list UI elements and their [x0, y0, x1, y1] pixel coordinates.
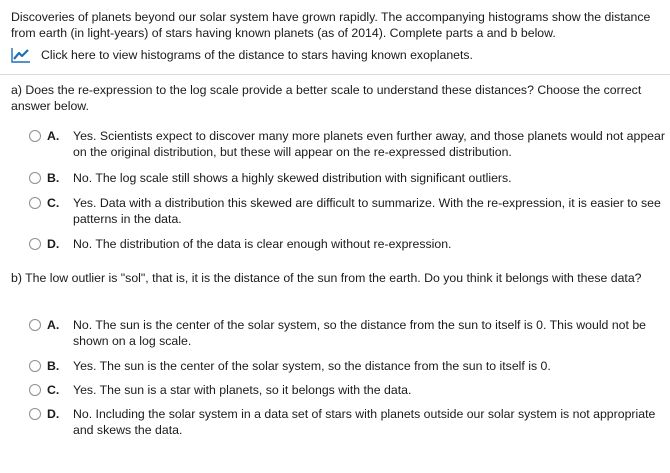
option-a-c[interactable]: C. Yes. Data with a distribution this skewed are difficult to summarize. With the re-expression, it is easier to see patterns in the data.	[29, 195, 669, 227]
radio-button[interactable]	[29, 130, 41, 142]
histogram-link[interactable]	[11, 47, 473, 63]
option-a-b[interactable]: B. No. The log scale still shows a highly skewed distribution with significant outliers.	[29, 170, 669, 186]
radio-button[interactable]	[29, 238, 41, 250]
question-a: a) Does the re-expression to the log scale provide a better scale to understand these distances? Choose the correct answer below.	[11, 83, 642, 113]
radio-button[interactable]	[29, 319, 41, 331]
option-b-b[interactable]: B. Yes. The sun is the center of the solar system, so the distance from the sun to itself is 0.	[29, 358, 669, 374]
radio-button[interactable]	[29, 197, 41, 209]
option-b-c[interactable]: C. Yes. The sun is a star with planets, so it belongs with the data.	[29, 382, 669, 398]
radio-button[interactable]	[29, 360, 41, 372]
histogram-link-label[interactable]: Click here to view histograms of the distance to stars having known exoplanets.	[41, 48, 473, 62]
section-divider	[0, 74, 670, 75]
radio-button[interactable]	[29, 408, 41, 420]
option-b-d[interactable]: D. No. Including the solar system in a data set of stars with planets outside our solar system is not appropriate and skews the data.	[29, 406, 669, 438]
radio-button[interactable]	[29, 384, 41, 396]
option-a-d[interactable]: D. No. The distribution of the data is clear enough without re-expression.	[29, 236, 669, 252]
line-chart-icon[interactable]	[11, 47, 31, 63]
option-b-a[interactable]: A. No. The sun is the center of the solar system, so the distance from the sun to itself is 0. This would not be shown on a log scale.	[29, 317, 669, 349]
question-b: b) The low outlier is "sol", that is, it is the distance of the sun from the earth. Do you think it belongs with these data?	[11, 271, 642, 285]
intro-text: Discoveries of planets beyond our solar system have grown rapidly. The accompanying histograms show the distance from earth (in light-years) of stars having known planets (as of 2014). Complete parts a and b below.	[11, 10, 651, 40]
option-a-a[interactable]: A. Yes. Scientists expect to discover many more planets even further away, and those planets would not appear on the original distribution, but these will appear on the re-expressed distribution.	[29, 128, 669, 160]
radio-button[interactable]	[29, 172, 41, 184]
